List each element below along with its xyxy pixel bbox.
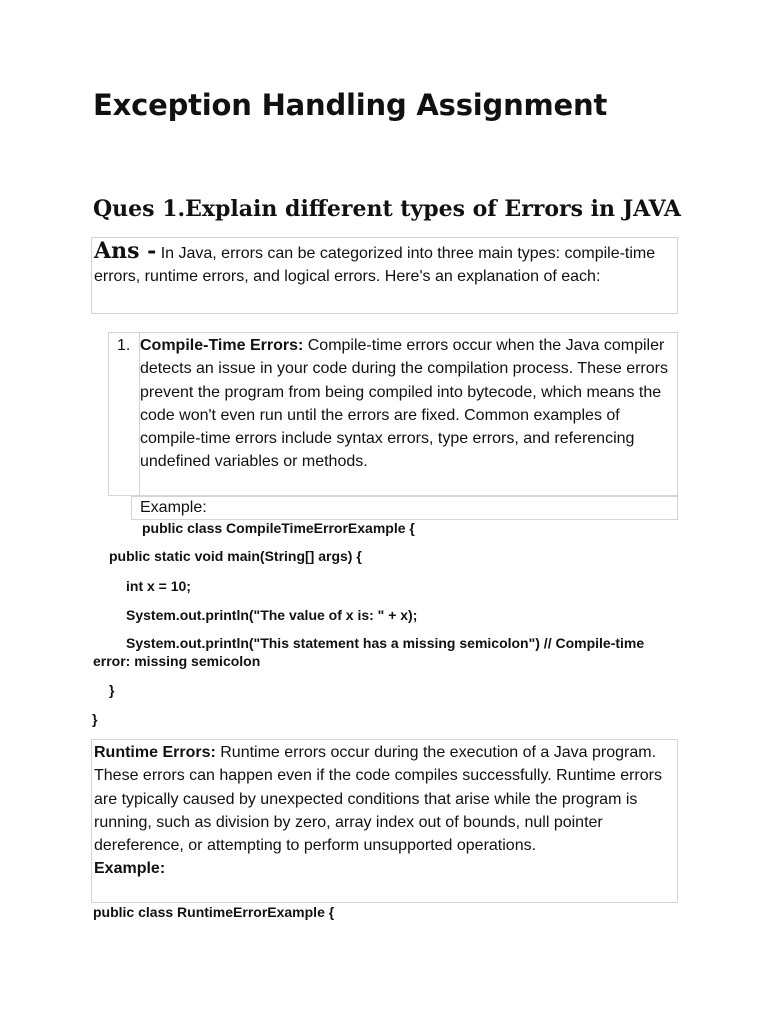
code-line: int x = 10; [126,578,191,594]
compile-time-errors-item [108,332,678,496]
runtime-heading: Runtime Errors: [94,744,216,761]
answer-block [91,237,678,314]
runtime-example-label: Example: [94,860,166,878]
runtime-errors-block [91,739,678,903]
code-line: error: missing semicolon [93,653,261,669]
code-line: public static void main(String[] args) { [109,548,362,564]
example-label: Example: [131,496,678,520]
answer-intro: In Java, errors can be categorized into three main types: compile-time errors, runtime errors, and logical errors. Here's an explanation of each: [94,245,656,285]
code-line: System.out.println("This statement has a missing semicolon") // Compile-time [126,635,645,651]
compile-time-heading: Compile-Time Errors: [140,337,304,354]
code-line: System.out.println("The value of x is: " + x); [126,607,418,623]
code-line: } [92,711,98,727]
answer-label: Ans - [94,238,157,264]
list-number: 1. [117,337,131,354]
compile-time-text: Compile-time errors occur when the Java compiler detects an issue in your code during the compilation process. These errors prevent the program from being compiled into bytecode, which means the code won't even run until the errors are fixed. Common examples of compile-time errors include syntax errors, type errors, and referencing undefined variables or methods. [140,337,668,471]
code-line: public class CompileTimeErrorExample { [142,520,415,536]
question-heading: Ques 1.Explain different types of Errors in JAVA [93,196,682,222]
code-line: } [109,682,115,698]
code-line: public class RuntimeErrorExample { [93,904,335,920]
runtime-text: Runtime errors occur during the execution of a Java program. These errors can happen even if the code compiles successfully. Runtime errors are typically caused by unexpected conditions that arise while the program is running, such as division by zero, array index out of bounds, null pointer dereference, or attempting to perform unsupported operations. [94,744,662,855]
page-title: Exception Handling Assignment [93,88,608,122]
